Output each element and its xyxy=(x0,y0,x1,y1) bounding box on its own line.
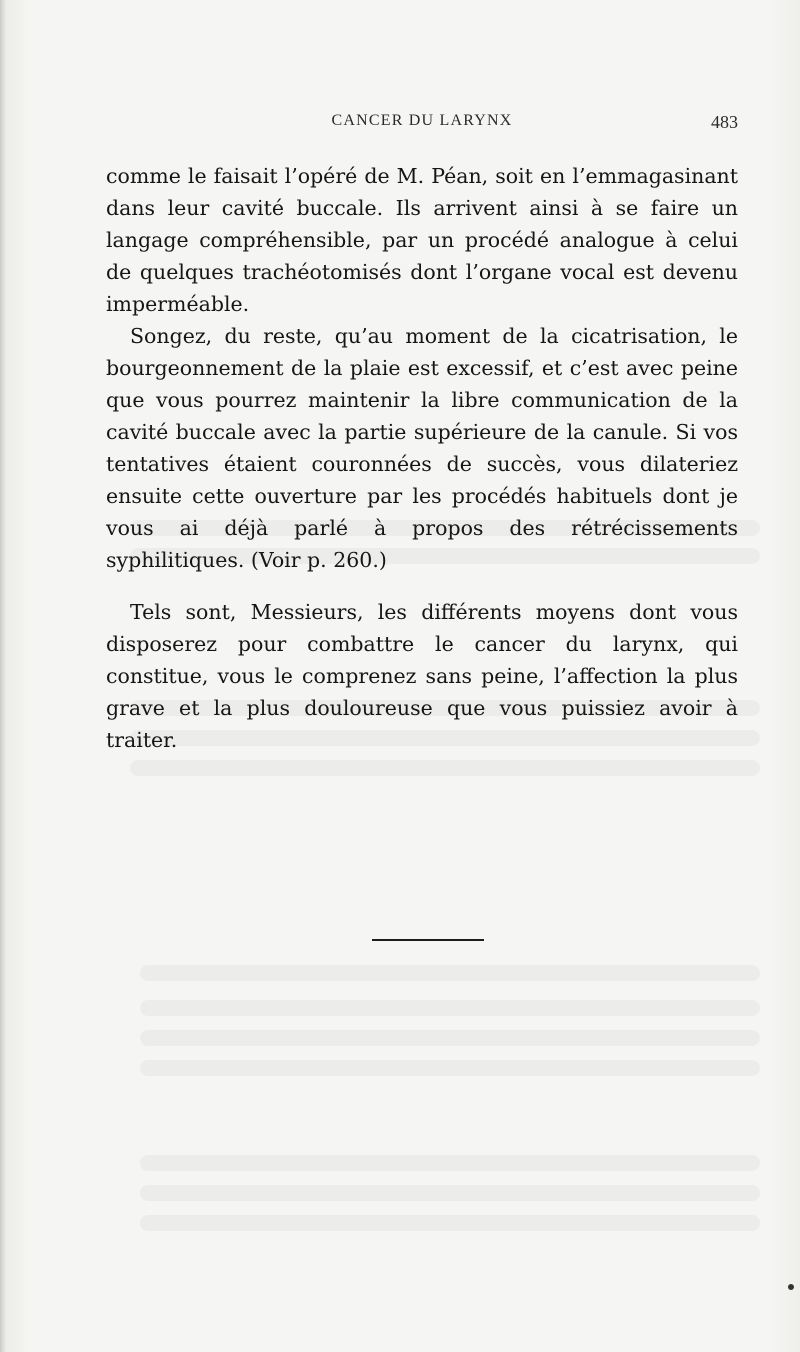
bleed-through-shadow xyxy=(140,965,760,981)
bleed-through-shadow xyxy=(140,1030,760,1046)
section-end-rule xyxy=(372,939,484,941)
bleed-through-shadow xyxy=(140,1155,760,1171)
ink-speck xyxy=(788,1284,794,1290)
bleed-through-shadow xyxy=(140,1215,760,1231)
running-title: CANCER DU LARYNX xyxy=(331,112,513,129)
page-number: 483 xyxy=(711,112,738,132)
paragraph-2: Songez, du reste, qu’au moment de la cicatrisation, le bourgeonnement de la plaie est excessif, et c’est avec peine que vous pourrez maintenir la libre communication de la cavité buccale avec la partie supérieure de la canule. Si vos tentatives étaient couronnées de succès, vous dilateriez ensuite cette ouverture par les procédés habituels dont je vous ai déjà parlé à propos des rétrécissements syphilitiques. (Voir p. 260.) xyxy=(106,324,738,572)
bleed-through-shadow xyxy=(140,1185,760,1201)
bleed-through-shadow xyxy=(140,1000,760,1016)
page-header xyxy=(106,112,738,136)
paragraph-3: Tels sont, Messieurs, les différents moyens dont vous disposerez pour combattre le cancer du larynx, qui constitue, vous le comprenez sans peine, l’affection la plus grave et la plus douloureuse que vous puissiez avoir à traiter. xyxy=(106,600,738,752)
bleed-through-shadow xyxy=(130,760,760,776)
paragraph-1: comme le faisait l’opéré de M. Péan, soit en l’emmagasinant dans leur cavité buccale. Ils arrivent ainsi à se faire un langage compréhensible, par un procédé analogue à celui de quelques trachéotomisés dont l’organe vocal est devenu imperméable. xyxy=(106,164,738,316)
bleed-through-shadow xyxy=(140,1060,760,1076)
body-text xyxy=(106,160,738,756)
